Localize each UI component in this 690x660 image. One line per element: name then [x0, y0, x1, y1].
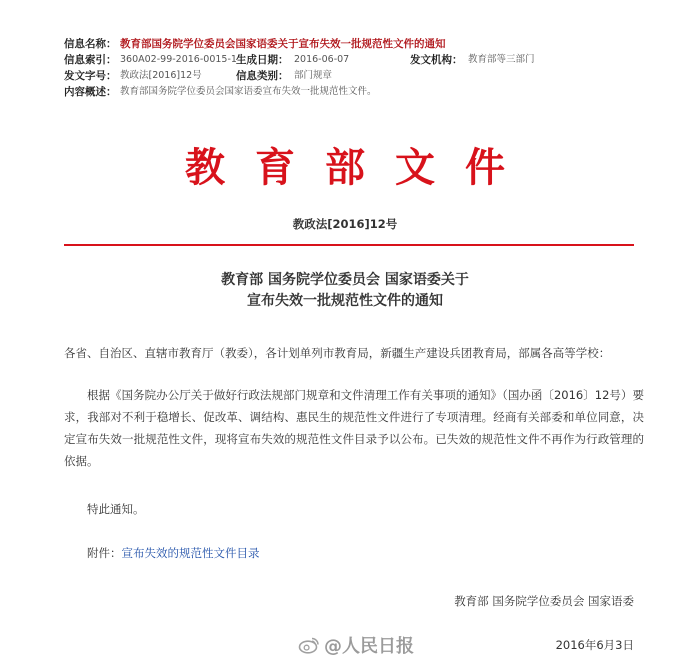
- document-number: 教政法[2016]12号: [292, 217, 398, 231]
- info-row-docno: [64, 68, 644, 84]
- info-category-value: 部门规章: [294, 70, 333, 81]
- notice-date: 2016年6月3日: [555, 638, 634, 652]
- attachment-link[interactable]: 宣布失效的规范性文件目录: [121, 546, 260, 560]
- info-docno-label: 发文字号：: [64, 70, 117, 82]
- info-row-name: [64, 36, 644, 52]
- info-issuer-label: 发文机构：: [410, 54, 463, 66]
- info-row-index: [64, 52, 644, 68]
- info-summary-value: 教育部国务院学位委员会国家语委宣布失效一批规范性文件。: [120, 86, 377, 97]
- info-summary-label: 内容概述：: [64, 86, 117, 98]
- watermark: [298, 634, 414, 656]
- watermark-text: @人民日报: [324, 636, 414, 657]
- red-divider-line: [64, 244, 634, 246]
- notice-title-line1: 教育部 国务院学位委员会 国家语委关于: [221, 272, 469, 288]
- info-name-label: 信息名称：: [64, 38, 117, 50]
- notice-attachment: [87, 542, 260, 564]
- info-name-value: 教育部国务院学位委员会国家语委关于宣布失效一批规范性文件的通知: [120, 38, 446, 50]
- info-docno-value: 教政法[2016]12号: [120, 70, 202, 81]
- info-metadata-table: [64, 36, 644, 100]
- info-issuer-value: 教育部等三部门: [468, 54, 535, 65]
- info-index-label: 信息索引：: [64, 54, 117, 66]
- notice-signer: 教育部 国务院学位委员会 国家语委: [454, 594, 634, 608]
- notice-body-paragraph: 根据《国务院办公厅关于做好行政法规部门规章和文件清理工作有关事项的通知》（国办函〔2016〕12号）要求，我部对不利于稳增长、促改革、调结构、惠民生的规范性文件进行了专项清理。经商有关部委和单位同意，决定宣布失效一批规范性文件，现将宣布失效的规范性文件目录予以公布。已失效的规范性文件不再作为行政管理的依据。: [64, 388, 644, 468]
- info-date-label: 生成日期：: [236, 54, 289, 66]
- weibo-icon: [298, 636, 320, 654]
- info-row-summary: [64, 84, 644, 100]
- info-index-value: 360A02-99-2016-0015-1: [120, 54, 237, 65]
- document-header-title: 教育部文件: [185, 144, 535, 191]
- notice-salutation: 各省、自治区、直辖市教育厅（教委），各计划单列市教育局，新疆生产建设兵团教育局，部属各高等学校：: [64, 346, 611, 360]
- notice-closing: 特此通知。: [87, 502, 145, 516]
- info-date-value: 2016-06-07: [294, 54, 350, 65]
- attachment-label: 附件：: [87, 546, 122, 560]
- info-category-label: 信息类别：: [236, 70, 289, 82]
- notice-title: [0, 270, 690, 312]
- notice-title-line2: 宣布失效一批规范性文件的通知: [247, 293, 443, 309]
